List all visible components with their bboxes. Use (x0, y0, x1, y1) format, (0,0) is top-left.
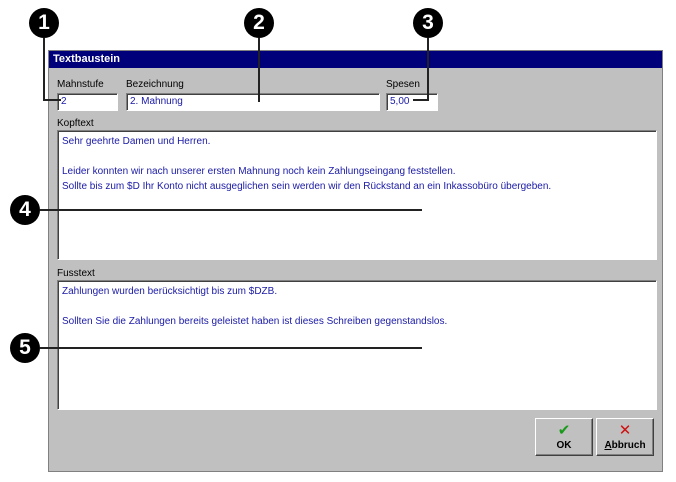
callout-5: 5 (10, 333, 40, 363)
kopftext-line: Sehr geehrte Damen und Herren. (62, 136, 211, 147)
callout-line-1 (43, 38, 45, 100)
callout-2: 2 (244, 8, 274, 38)
callout-3: 3 (413, 8, 443, 38)
checkmark-icon: ✔ (557, 422, 571, 439)
fusstext-line: Zahlungen wurden berücksichtigt bis zum $DZB. (62, 286, 278, 297)
cancel-button-label: Abbruch (604, 440, 646, 451)
window-title: Textbaustein (49, 51, 662, 68)
spesen-label: Spesen (386, 79, 420, 90)
bezeichnung-label: Bezeichnung (126, 79, 184, 90)
textbaustein-dialog (48, 50, 663, 472)
callout-1: 1 (29, 8, 59, 38)
cancel-button[interactable] (596, 418, 654, 456)
kopftext-label: Kopftext (57, 118, 94, 129)
fusstext-line (62, 299, 652, 314)
fusstext-label: Fusstext (57, 268, 95, 279)
callout-line-3 (427, 38, 429, 100)
kopftext-line: Leider konnten wir nach unserer ersten Mahnung noch kein Zahlungseingang feststellen. (62, 166, 456, 177)
ok-button[interactable] (535, 418, 593, 456)
x-icon: ✕ (618, 422, 632, 439)
ok-button-label: OK (556, 440, 572, 451)
kopftext-line: Sollte bis zum $D Ihr Konto nicht ausgeglichen sein werden wir den Rückstand an ein Inkassobüro übergeben. (62, 181, 552, 192)
mahnstufe-field[interactable]: 2 (57, 93, 118, 111)
callout-line-4 (40, 209, 422, 211)
bezeichnung-field[interactable]: 2. Mahnung (126, 93, 380, 111)
kopftext-textarea[interactable] (57, 130, 657, 260)
spesen-field[interactable]: 5,00 (386, 93, 438, 111)
callout-line-5 (40, 347, 422, 349)
callout-line-1-tick (43, 99, 61, 101)
fusstext-line: Sollten Sie die Zahlungen bereits geleistet haben ist dieses Schreiben gegenstandslos. (62, 316, 448, 327)
mahnstufe-label: Mahnstufe (57, 79, 104, 90)
kopftext-line (62, 149, 652, 164)
callout-line-3-tick (413, 99, 429, 101)
cancel-accel: A (604, 440, 612, 451)
fusstext-textarea[interactable] (57, 280, 657, 410)
callout-line-2 (258, 38, 260, 102)
callout-4: 4 (10, 195, 40, 225)
